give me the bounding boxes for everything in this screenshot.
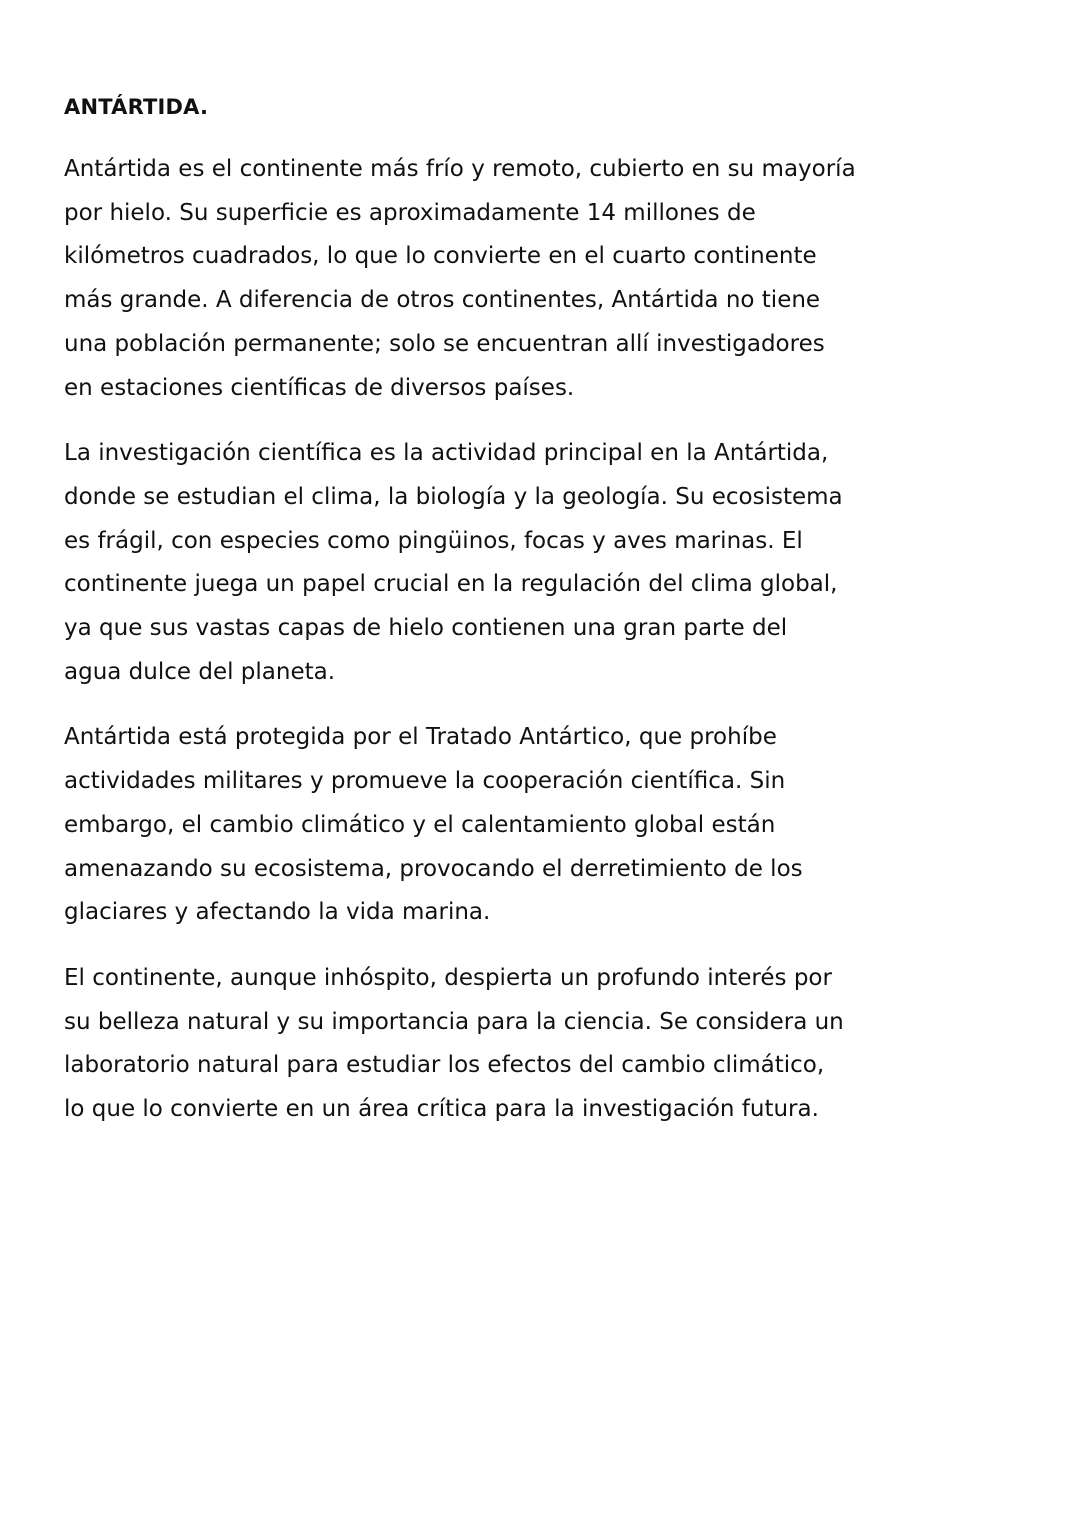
paragraph-line: amenazando su ecosistema, provocando el derretimiento de los xyxy=(64,855,803,882)
paragraph-line: ya que sus vastas capas de hielo contienen una gran parte del xyxy=(64,615,788,642)
paragraph-line: embargo, el cambio climático y el calentamiento global están xyxy=(64,811,776,838)
paragraph-line: una población permanente; solo se encuentran allí investigadores xyxy=(64,330,825,357)
paragraph-line: es frágil, con especies como pingüinos, focas y aves marinas. El xyxy=(64,527,803,554)
paragraph-line: donde se estudian el clima, la biología y la geología. Su ecosistema xyxy=(64,483,843,510)
document-title: ANTÁRTIDA. xyxy=(64,95,209,119)
paragraph-line: actividades militares y promueve la cooperación científica. Sin xyxy=(64,768,786,795)
paragraph-2 xyxy=(64,432,964,694)
paragraph-line: glaciares y afectando la vida marina. xyxy=(64,899,491,926)
paragraph-line: continente juega un papel crucial en la regulación del clima global, xyxy=(64,571,838,598)
paragraph-line: La investigación científica es la actividad principal en la Antártida, xyxy=(64,440,829,467)
paragraph-line: Antártida es el continente más frío y remoto, cubierto en su mayoría xyxy=(64,156,856,182)
document-content xyxy=(64,88,964,1154)
paragraph-line: su belleza natural y su importancia para la ciencia. Se considera un xyxy=(64,1008,844,1035)
paragraph-line: en estaciones científicas de diversos países. xyxy=(64,374,575,401)
paragraph-3 xyxy=(64,716,964,935)
paragraph-4 xyxy=(64,957,964,1132)
paragraph-line: Antártida está protegida por el Tratado Antártico, que prohíbe xyxy=(64,724,777,751)
paragraph-line: kilómetros cuadrados, lo que lo convierte en el cuarto continente xyxy=(64,243,817,270)
paragraph-line: por hielo. Su superficie es aproximadamente 14 millones de xyxy=(64,199,756,226)
paragraph-1 xyxy=(64,148,964,410)
paragraph-line: El continente, aunque inhóspito, despierta un profundo interés por xyxy=(64,964,832,991)
paragraph-line: más grande. A diferencia de otros continentes, Antártida no tiene xyxy=(64,287,821,314)
paragraph-line: laboratorio natural para estudiar los efectos del cambio climático, xyxy=(64,1052,825,1079)
paragraph-line: lo que lo convierte en un área crítica para la investigación futura. xyxy=(64,1096,819,1123)
paragraph-line: agua dulce del planeta. xyxy=(64,658,336,685)
